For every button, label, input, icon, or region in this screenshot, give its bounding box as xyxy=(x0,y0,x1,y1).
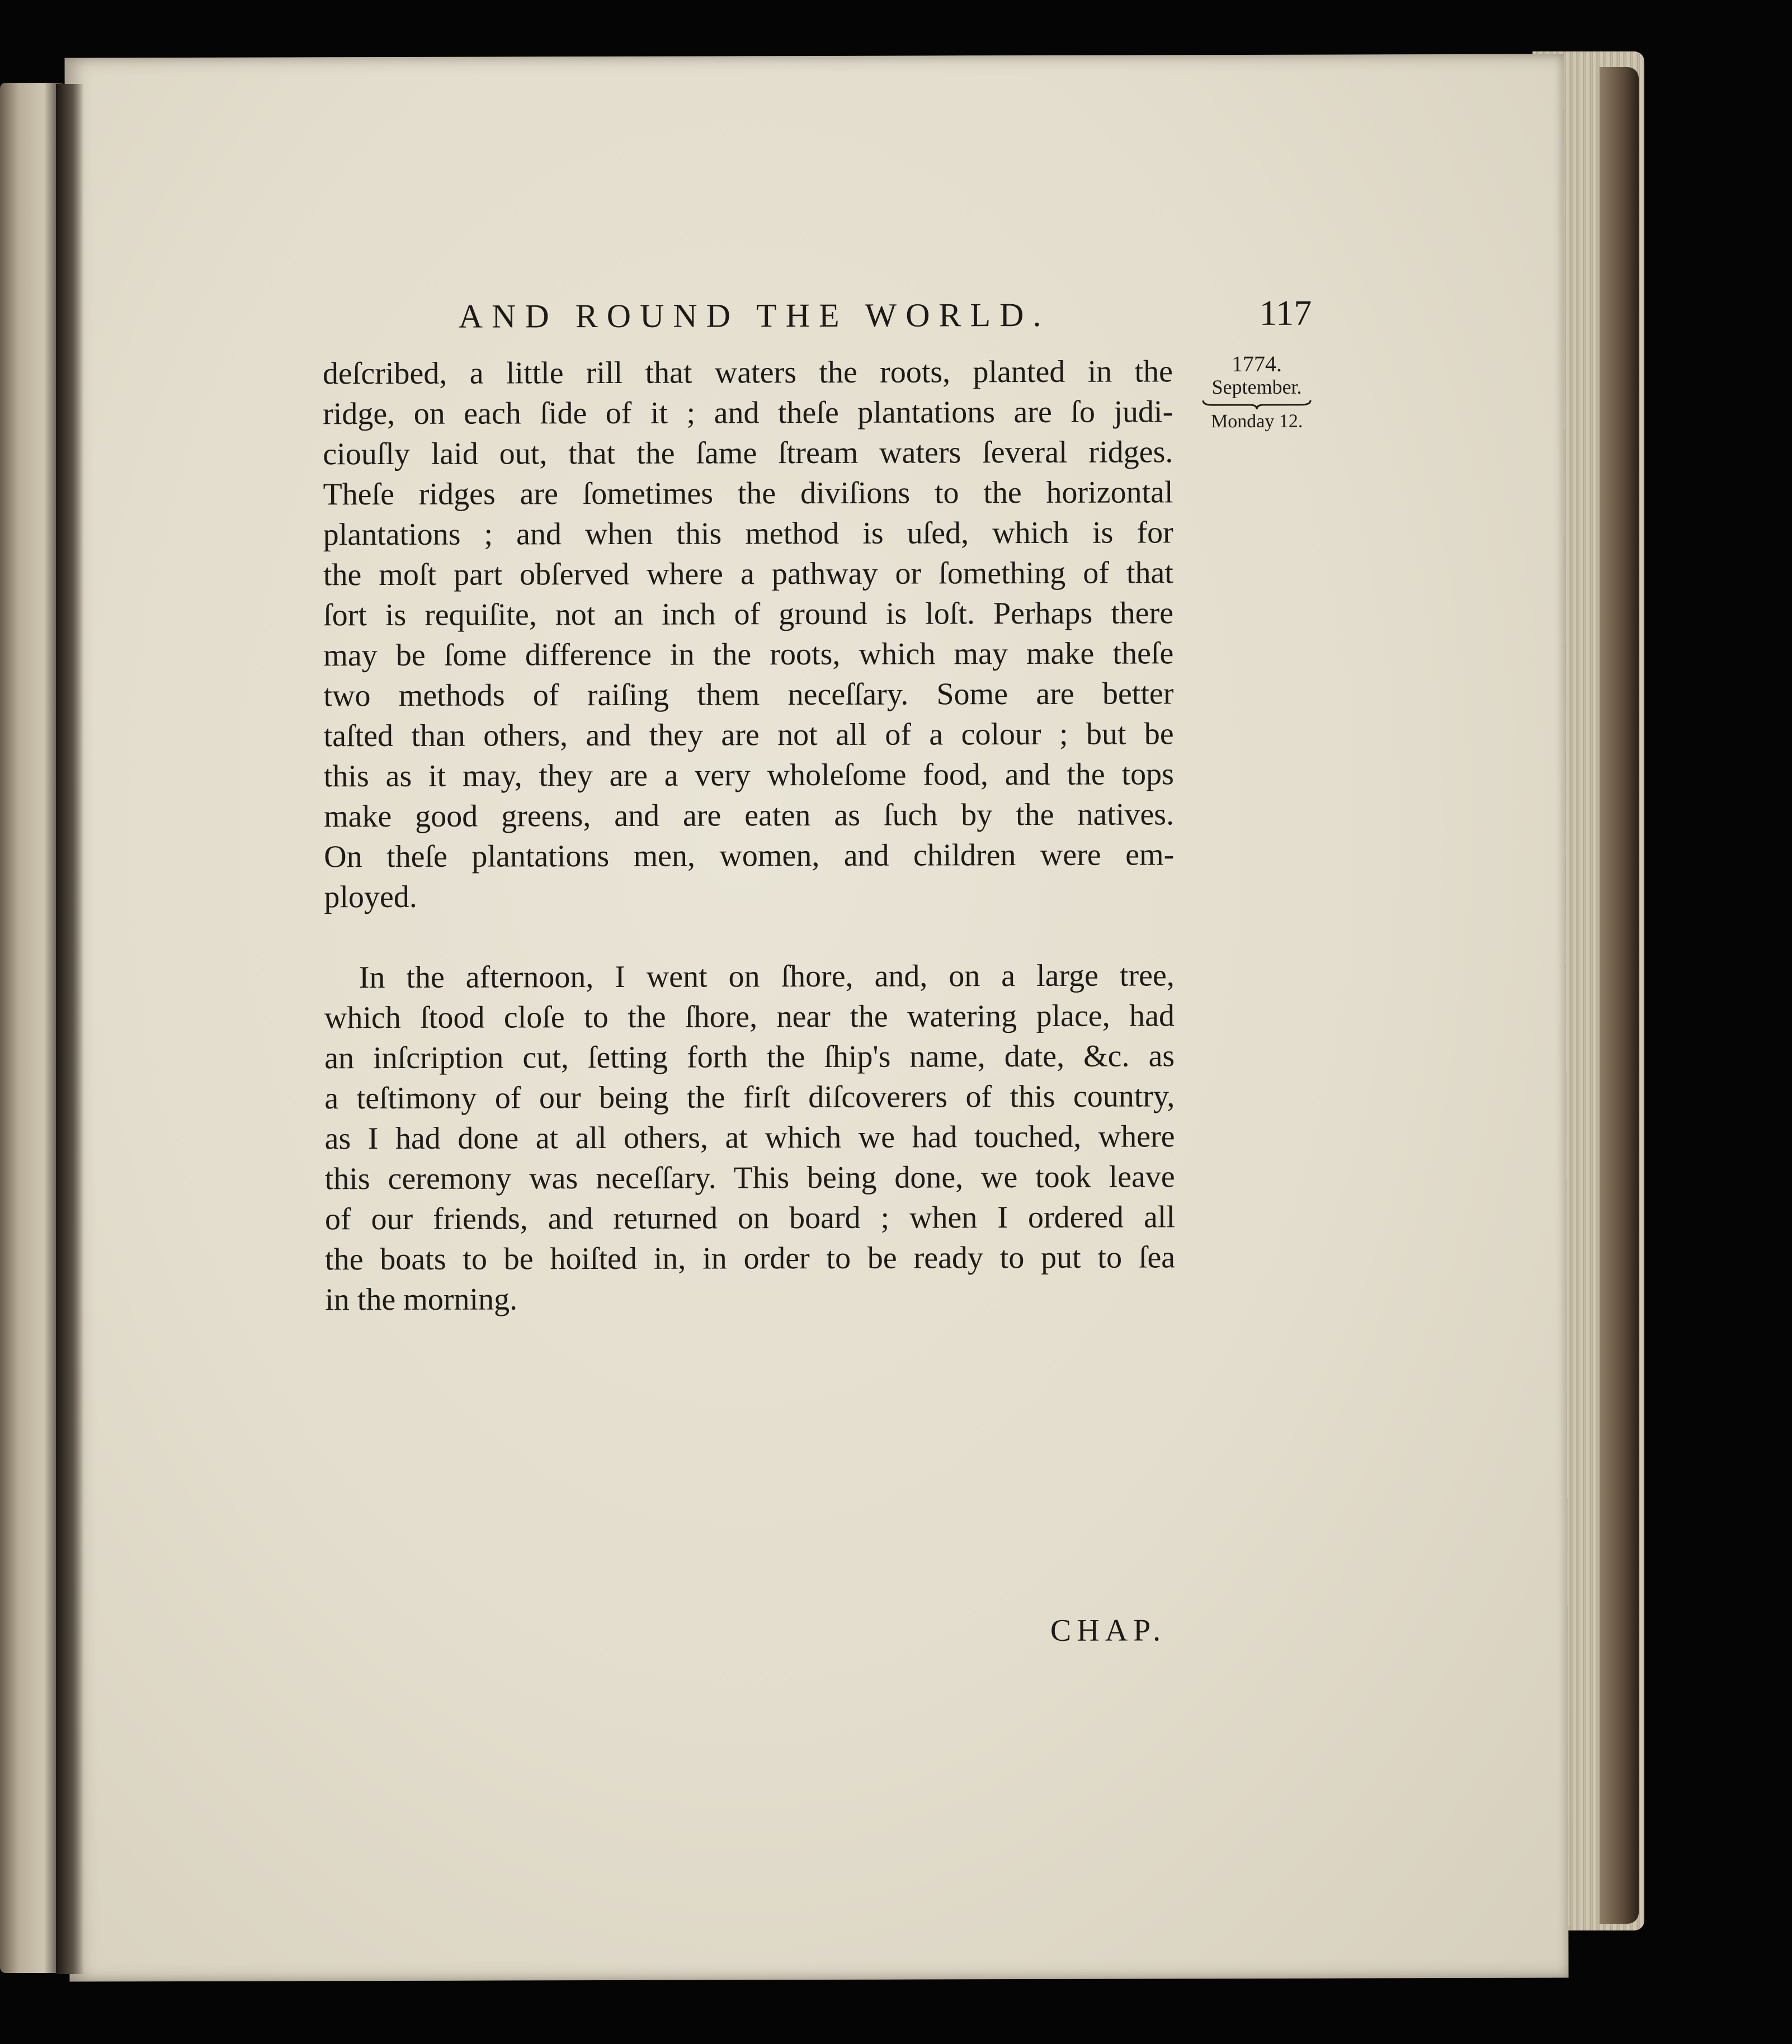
text-line: two methods of raiſing them neceſſary. Some are better xyxy=(323,676,1174,714)
text-line: In the afternoon, I went on ſhore, and, on a large tree, xyxy=(359,958,1175,995)
text-line: this ceremony was neceſſary. This being done, we took leave xyxy=(324,1159,1175,1197)
page-number: 117 xyxy=(1259,292,1312,333)
text-line: the moſt part obſerved where a pathway or ſomething of that xyxy=(323,555,1174,593)
book-page xyxy=(65,54,1569,1981)
running-head: AND ROUND THE WORLD. xyxy=(458,296,1050,335)
body-text xyxy=(323,351,1176,1320)
spine-shadow xyxy=(56,84,84,1974)
margin-year: 1774. xyxy=(1231,351,1282,377)
paragraph-1 xyxy=(323,351,1175,917)
previous-page-edge xyxy=(0,83,63,1973)
margin-note xyxy=(1184,352,1329,433)
text-line: in the morning. xyxy=(325,1282,518,1318)
catchword: CHAP. xyxy=(1050,1613,1167,1648)
text-line: ployed. xyxy=(324,879,417,915)
text-line: ſort is requiſite, not an inch of ground is loſt. Perhaps there xyxy=(323,596,1174,633)
text-line: a teſtimony of our being the firſt diſcoverers of this country, xyxy=(324,1079,1175,1116)
text-line: make good greens, and are eaten as ſuch by the natives. xyxy=(323,797,1175,834)
text-line: plantations ; and when this method is uſed, which is for xyxy=(323,515,1173,553)
text-line: which ſtood cloſe to the ſhore, near the watering place, had xyxy=(324,998,1175,1036)
text-line: ridge, on each ſide of it ; and theſe plantations are ſo judi- xyxy=(323,394,1173,432)
text-line: the boats to be hoiſted in, in order to be ready to put to ſea xyxy=(325,1240,1176,1277)
paragraph-gap xyxy=(324,915,1175,957)
text-line: may be ſome difference in the roots, which may make theſe xyxy=(323,636,1174,673)
text-line: deſcribed, a little rill that waters the roots, planted in the xyxy=(322,354,1173,391)
brace-ornament-icon xyxy=(1201,398,1313,411)
margin-month: September. xyxy=(1211,375,1302,399)
text-line: taſted than others, and they are not all of a colour ; but be xyxy=(323,716,1174,754)
text-line: ciouſly laid out, that the ſame ſtream waters ſeveral ridges. xyxy=(323,435,1173,472)
text-line: On theſe plantations men, women, and children were em- xyxy=(324,837,1175,875)
book-cover-edge xyxy=(1600,67,1639,1924)
margin-day: Monday 12. xyxy=(1210,410,1303,432)
text-line: this as it may, they are a very wholeſome food, and the tops xyxy=(323,757,1174,794)
text-line: as I had done at all others, at which we had touched, where xyxy=(324,1119,1175,1156)
text-line: of our friends, and returned on board ; when I ordered all xyxy=(324,1200,1176,1237)
text-line: Theſe ridges are ſometimes the diviſions to the horizontal xyxy=(323,475,1173,512)
paragraph-2 xyxy=(324,955,1176,1320)
text-line: an inſcription cut, ſetting forth the ſhip's name, date, &c. as xyxy=(324,1038,1175,1076)
